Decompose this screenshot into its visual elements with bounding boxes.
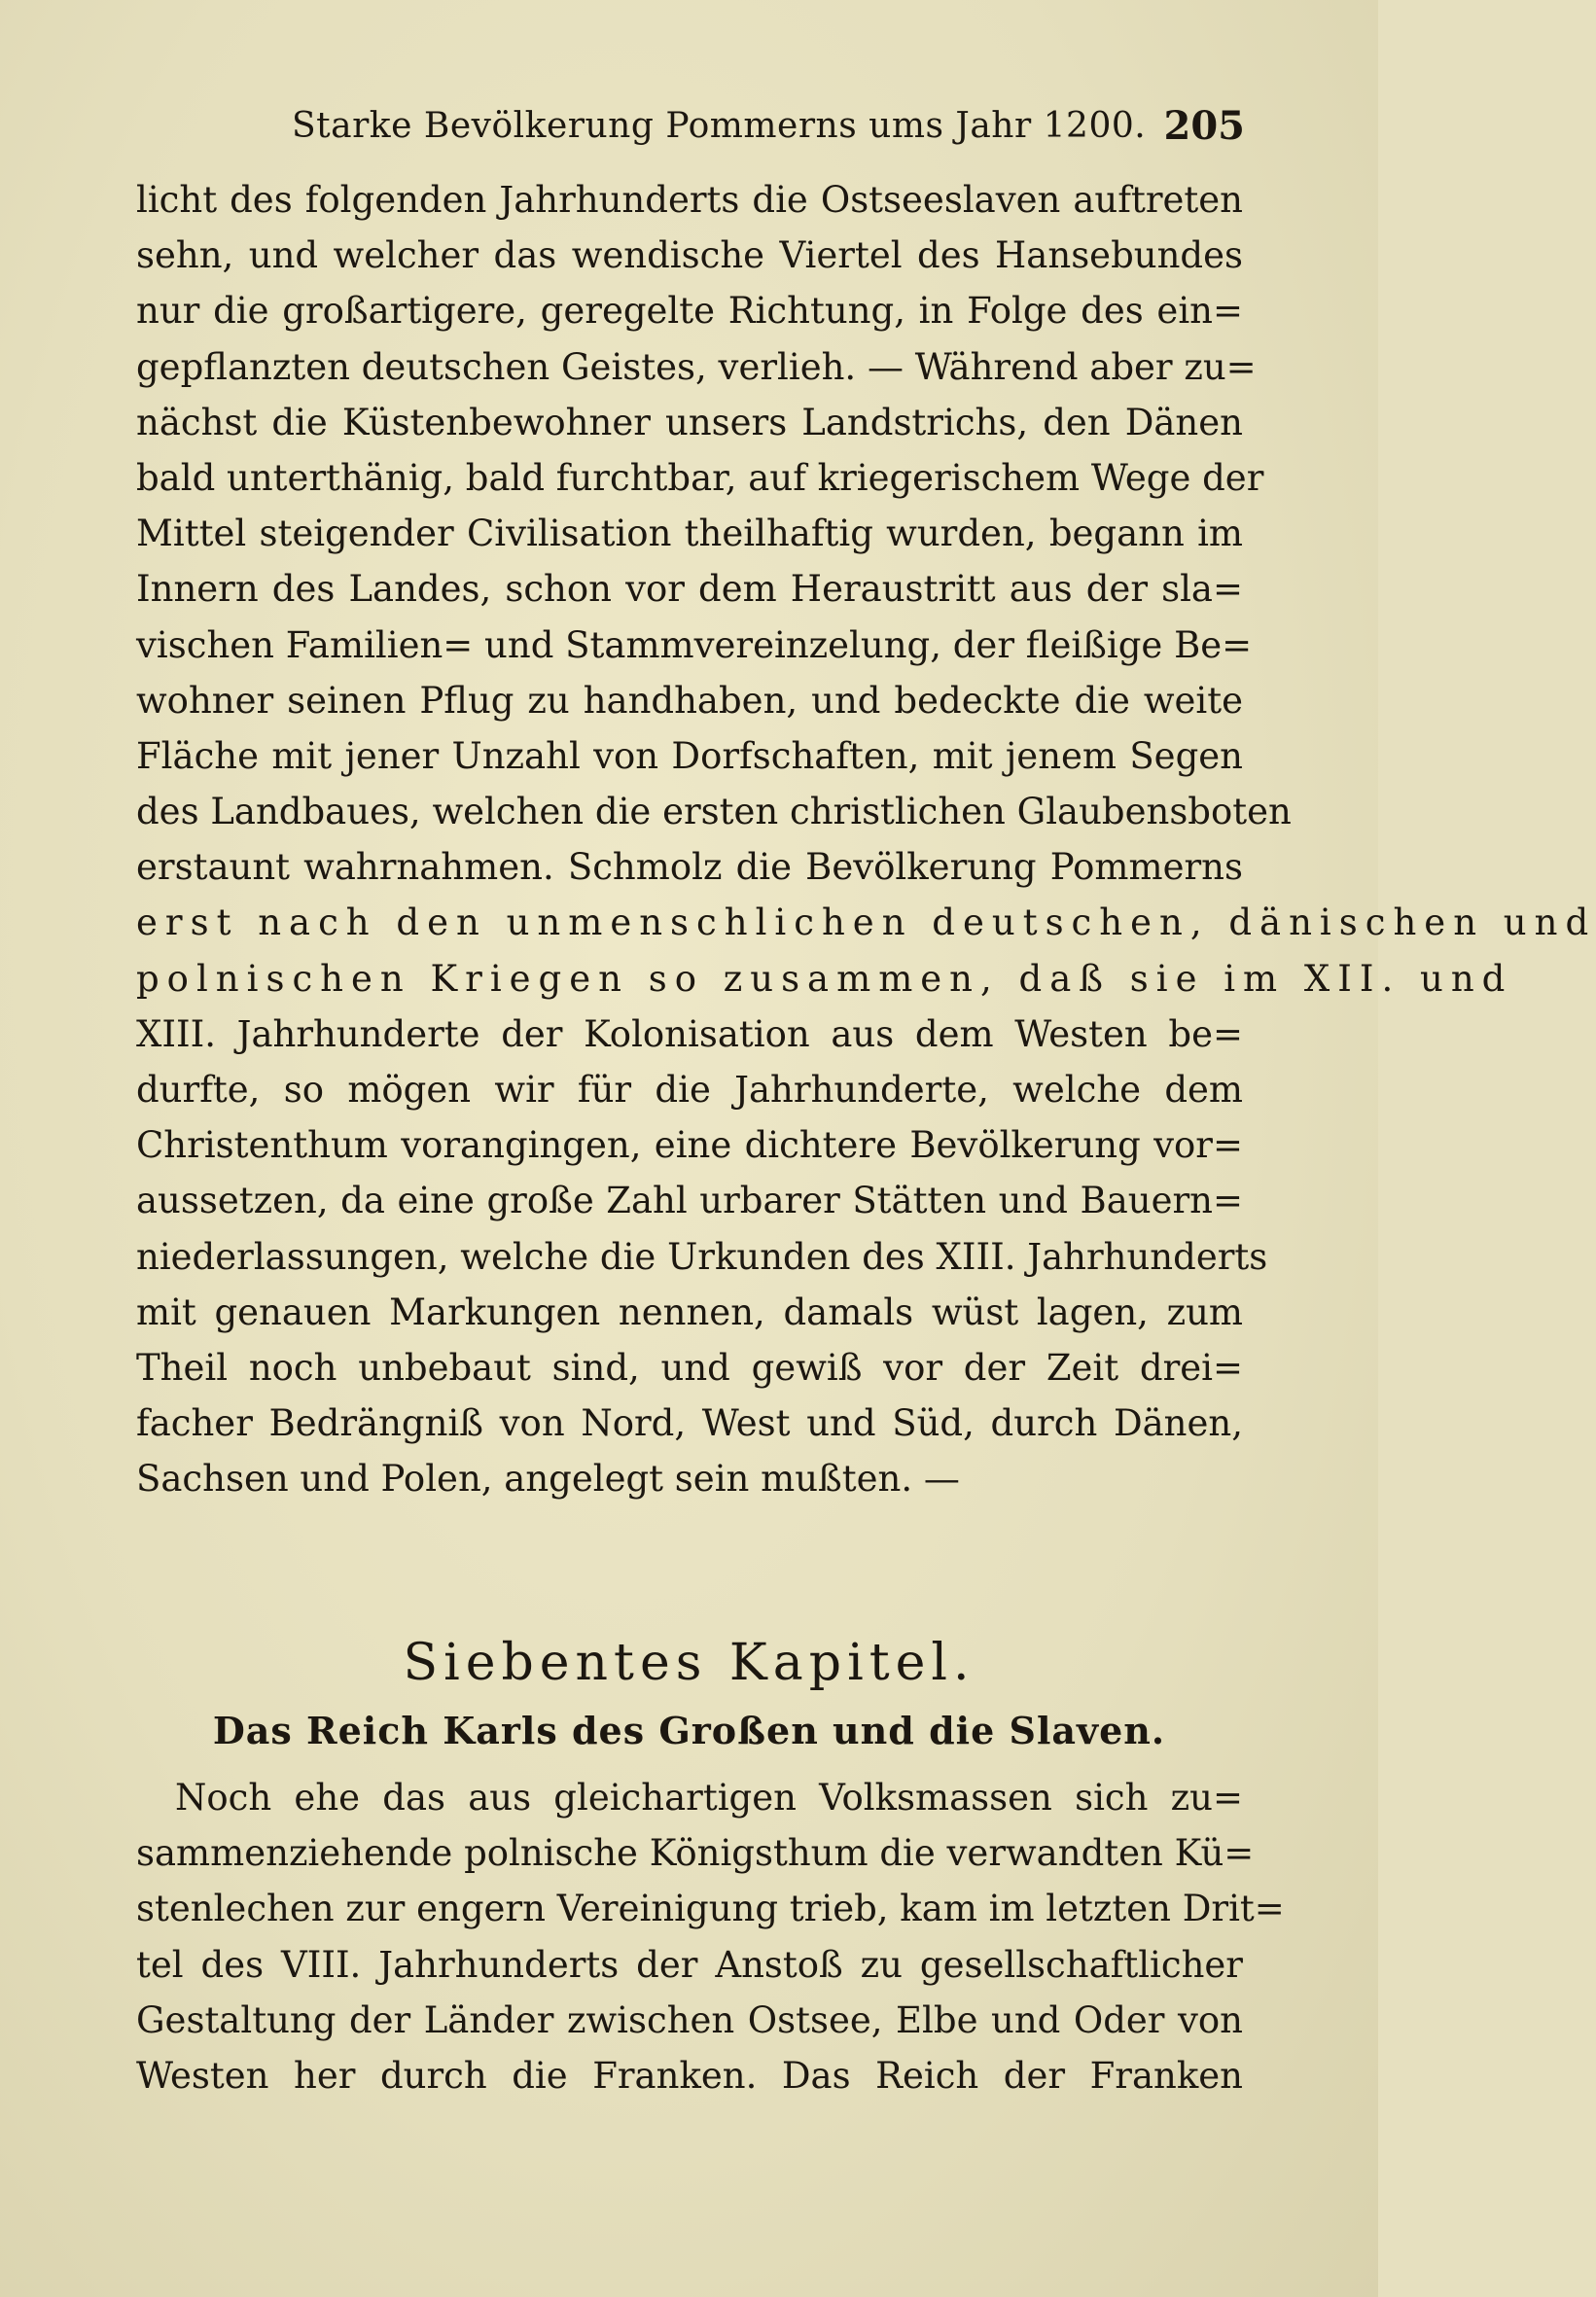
text-line: licht des folgenden Jahrhunderts die Ostseeslaven auftreten bbox=[136, 179, 1243, 221]
text-line: durfte, so mögen wir für die Jahrhunderte, welche dem bbox=[136, 1069, 1243, 1111]
text-line: erst nach den unmenschlichen deutschen, dänischen und bbox=[136, 901, 1596, 944]
text-line: sehn, und welcher das wendische Viertel des Hansebundes bbox=[136, 234, 1243, 277]
text-line: Innern des Landes, schon vor dem Heraustritt aus der sla= bbox=[136, 568, 1243, 611]
chapter-text bbox=[136, 1770, 1285, 2103]
text-line: bald unterthänig, bald furchtbar, auf kriegerischem Wege der bbox=[136, 456, 1264, 499]
text-line: tel des VIII. Jahrhunderts der Anstoß zu gesellschaftlicher bbox=[136, 1943, 1243, 1986]
text-line: sammenziehende polnische Königsthum die verwandten Kü= bbox=[136, 1832, 1255, 1875]
text-line: polnischen Kriegen so zusammen, daß sie im XII. und bbox=[136, 957, 1513, 1000]
text-line: Westen her durch die Franken. Das Reich der Franken bbox=[136, 2054, 1243, 2097]
text-line: nächst die Küstenbewohner unsers Landstrichs, den Dänen bbox=[136, 401, 1243, 443]
chapter-title: Siebentes Kapitel. bbox=[403, 1634, 975, 1692]
text-line: wohner seinen Pflug zu handhaben, und bedeckte die weite bbox=[136, 679, 1243, 722]
text-line: Noch ehe das aus gleichartigen Volksmassen sich zu= bbox=[175, 1777, 1243, 1819]
text-line: gepflanzten deutschen Geistes, verlieh. — Während aber zu= bbox=[136, 345, 1257, 388]
text-line: facher Bedrängniß von Nord, West und Süd, durch Dänen, bbox=[136, 1402, 1243, 1445]
text-line: mit genauen Markungen nennen, damals wüst lagen, zum bbox=[136, 1290, 1243, 1333]
text-line: XIII. Jahrhunderte der Kolonisation aus dem Westen be= bbox=[136, 1012, 1243, 1055]
text-line: Fläche mit jener Unzahl von Dorfschaften, mit jenem Segen bbox=[136, 734, 1243, 777]
text-line: des Landbaues, welchen die ersten christlichen Glaubensboten bbox=[136, 791, 1292, 833]
text-line: stenlechen zur engern Vereinigung trieb, kam im letzten Drit= bbox=[136, 1888, 1285, 1930]
text-line: aussetzen, da eine große Zahl urbarer Stätten und Bauern= bbox=[136, 1180, 1243, 1222]
running-title: Starke Bevölkerung Pommerns ums Jahr 1200. bbox=[292, 106, 1147, 146]
text-line: nur die großartigere, geregelte Richtung, in Folge des ein= bbox=[136, 290, 1243, 333]
running-head bbox=[292, 97, 1245, 156]
text-line: niederlassungen, welche die Urkunden des XIII. Jahrhunderts bbox=[136, 1235, 1268, 1278]
text-line: Gestaltung der Länder zwischen Ostsee, Elbe und Oder von bbox=[136, 1998, 1243, 2041]
page-number: 205 bbox=[1163, 103, 1245, 149]
text-line: Theil noch unbebaut sind, und gewiß vor der Zeit drei= bbox=[136, 1346, 1243, 1389]
text-line: erstaunt wahrnahmen. Schmolz die Bevölkerung Pommerns bbox=[136, 846, 1243, 889]
text-line: Christenthum vorangingen, eine dichtere Bevölkerung vor= bbox=[136, 1124, 1243, 1167]
text-line: Mittel steigender Civilisation theilhaftig wurden, begann im bbox=[136, 512, 1243, 555]
text-line: vischen Familien= und Stammvereinzelung, der fleißige Be= bbox=[136, 623, 1253, 666]
text-line: Sachsen und Polen, angelegt sein mußten. — bbox=[136, 1458, 960, 1501]
chapter-subtitle: Das Reich Karls des Großen und die Slaven. bbox=[212, 1709, 1166, 1752]
body-text bbox=[136, 172, 1596, 1507]
